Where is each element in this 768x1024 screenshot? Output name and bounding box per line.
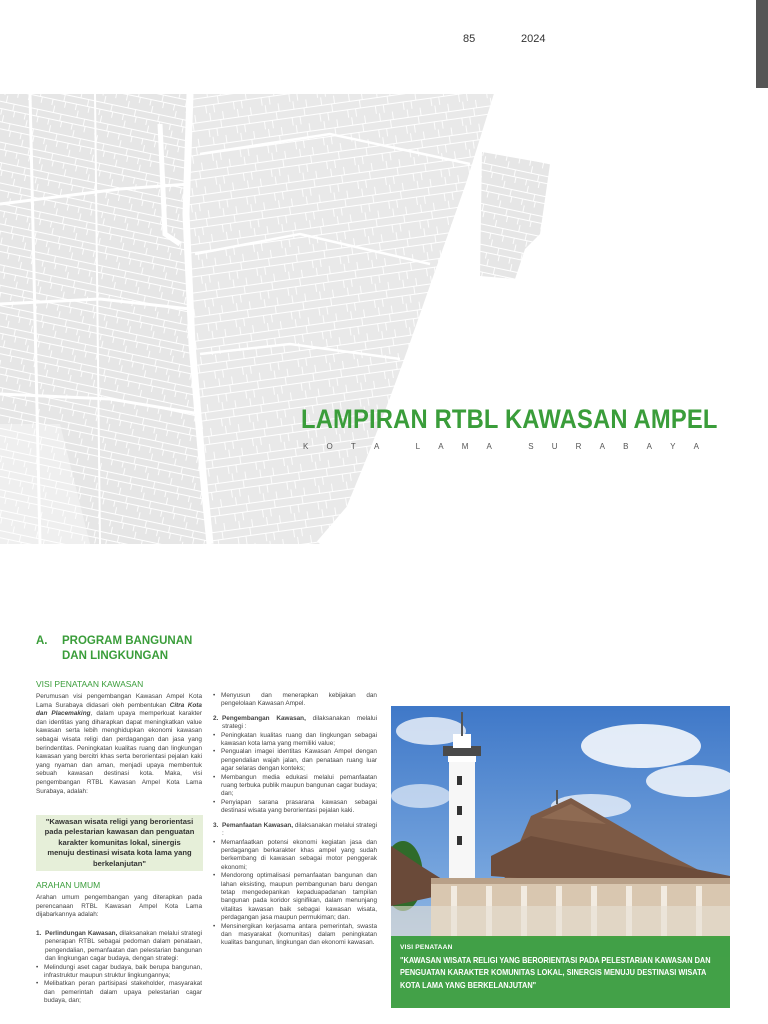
list-item: • Mensinergikan kerjasama antara pemerintah, swasta dan masyarakat (komunitas) dalam peningkatan kualitas bangunan, lingkungan dan ekonomi kawasan.	[213, 923, 377, 948]
visi-text-part1: Perumusan visi pengembangan Kawasan Ampel Kota Lama Surabaya didasari oleh pembentukan	[36, 693, 202, 709]
page-header	[0, 33, 768, 49]
subtitle-letter: A	[693, 442, 699, 451]
item-number: 1.	[36, 930, 42, 937]
caption-text: "KAWASAN WISATA RELIGI YANG BERORIENTASI PADA PELESTARIAN KAWASAN DAN PENGUATAN KARAKTER KOMUNITAS LOKAL, SINERGIS MENUJU DESTINASI WISATA KOTA LAMA YANG BERKELANJUTAN"	[400, 956, 711, 990]
subtitle-letter: A	[486, 442, 492, 451]
subtitle-letter: B	[623, 442, 629, 451]
subtitle-letter: T	[350, 442, 356, 451]
visi-text-part2: , dalam upaya memperkuat karakter dan identitas yang diharapkan dapat meningkatkan value kawasan serta lebih menghidupkan ekonomi kawasan sebagai wisata religi dan perdagangan dan jasa yang berindentitas. Peningkatan kualitas ruang dan lingkungan kawasan yang bercitri khas serta berorientasi pejalan kaki yang nyaman dan aman, menjadi upaya membentuk sebuah kawasan destinasi kota. Maka, visi pengembangan RTBL Kawasan Ampel Kota Lama Surabaya, adalah:	[36, 710, 202, 795]
vision-quote-box	[36, 815, 203, 871]
item-title: Pemanfaatan Kawasan,	[222, 821, 294, 829]
list-item: • Penyiapan sarana prasarana kawasan sebagai destinasi wisata yang berorientasi pejalan kaki.	[213, 799, 377, 816]
list-item: • Membangun media edukasi melalui pemanfaatan ruang terbuka publik maupun bangunan cagar budaya; dan;	[213, 774, 377, 799]
numbered-item	[213, 822, 377, 839]
subtitle-letter: A	[599, 442, 605, 451]
item-number: 3.	[213, 821, 219, 829]
page-number: 85	[463, 33, 476, 45]
item-text: dilaksanakan melalui strategi :	[222, 714, 377, 731]
item-number: 2.	[213, 714, 219, 722]
list-item: • Menyusun dan menerapkan kebijakan dan pengelolaan Kawasan Ampel.	[213, 692, 377, 709]
document-subtitle	[303, 442, 699, 451]
section-title: PROGRAM BANGUNAN DAN LINGKUNGAN	[62, 635, 193, 662]
subtitle-letter: R	[575, 442, 582, 451]
list-item: • Melibatkan peran partisipasi stakeholder, masyarakat dan pemerintah dalam upaya pelestarian cagar budaya, dan;	[36, 980, 202, 1005]
vision-quote: "Kawasan wisata religi yang berorientasi pada pelestarian kawasan dan penguatan karakter komunitas lokal, sinergis menuju destinasi wisata kota lama yang berkelanjutan"	[44, 816, 195, 868]
section-letter: A.	[36, 635, 48, 647]
list-item: • Pengualan imagei identitas Kawasan Ampel dengan pengendalian wajah jalan, dan penataan ruang luar agar selaras dengan konteks;	[213, 748, 377, 773]
visi-paragraph	[36, 693, 202, 796]
item-title: Perlindungan Kawasan,	[45, 930, 118, 937]
subtitle-letter: A	[438, 442, 444, 451]
visi-text-emphasis: Citra Kota dan Placemaking	[36, 701, 202, 718]
list-item: • Memanfaatkan potensi ekonomi kegiatan jasa dan perdagangan berkarakter khas ampel yang sudah berkembang di kawasan sebagai motor penggerak ekonomi;	[213, 839, 377, 873]
strategy-list-item-1	[36, 928, 202, 1006]
numbered-item	[36, 930, 202, 964]
subtitle-letter: Y	[670, 442, 676, 451]
list-item: • Melindungi aset cagar budaya, baik berupa bangunan, infrastruktur maupun struktur lingkungannya;	[36, 964, 202, 981]
subtitle-letter: S	[528, 442, 534, 451]
visi-heading: VISI PENATAAN KAWASAN	[36, 679, 144, 689]
subtitle-letter: U	[551, 442, 558, 451]
ampel-mosque-photo	[391, 706, 730, 1008]
item-title: Pengembangan Kawasan,	[222, 714, 306, 722]
item-text: dilaksanakan melalui strategi :	[222, 821, 377, 838]
subtitle-letter: O	[326, 442, 333, 451]
document-title: LAMPIRAN RTBL KAWASAN AMPEL	[301, 404, 718, 434]
corner-accent-bar	[756, 0, 768, 88]
page-year: 2024	[521, 33, 546, 45]
subtitle-letter: A	[373, 442, 380, 451]
figure-ground-map	[0, 94, 768, 544]
strategy-column-2	[213, 692, 377, 948]
subtitle-letter: A	[646, 442, 652, 451]
list-item: • Mendorong optimalisasi pemanfaatan bangunan dan lahan eksisting, maupun pembangunan baru dengan tetap mengedepankan kepaduapadanan tampilan bangunan pada koridor signifikan, dalam menunjang vitalitas kawasan baik sebagai kawasan wisata, perdagangan jasa maupun permukiman; dan.	[213, 872, 377, 922]
item-text: dilaksanakan melalui strategi penerapan RTBL sebagai pedoman dalam penataan, pengendalian, pemanfaatan dan pelestarian bangunan dan lingkungan cagar budaya, dengan strategi:	[45, 930, 202, 963]
caption-label: VISI PENATAAN	[400, 944, 453, 951]
arahan-heading: ARAHAN UMUM	[36, 880, 101, 890]
photo-caption	[391, 936, 730, 1008]
subtitle-letter: L	[415, 442, 421, 451]
arahan-paragraph: Arahan umum pengembangan yang diterapkan pada perencanaan RTBL Kawasan Ampel Kota Lama dijabarkannya adalah:	[36, 894, 202, 919]
subtitle-letter: K	[303, 442, 309, 451]
map-illustration	[0, 94, 768, 544]
numbered-item	[213, 715, 377, 732]
list-item: • Peningkatan kualitas ruang dan lingkungan sebagai kawasan kota lama yang memiliki value;	[213, 732, 377, 749]
subtitle-letter: M	[461, 442, 469, 451]
